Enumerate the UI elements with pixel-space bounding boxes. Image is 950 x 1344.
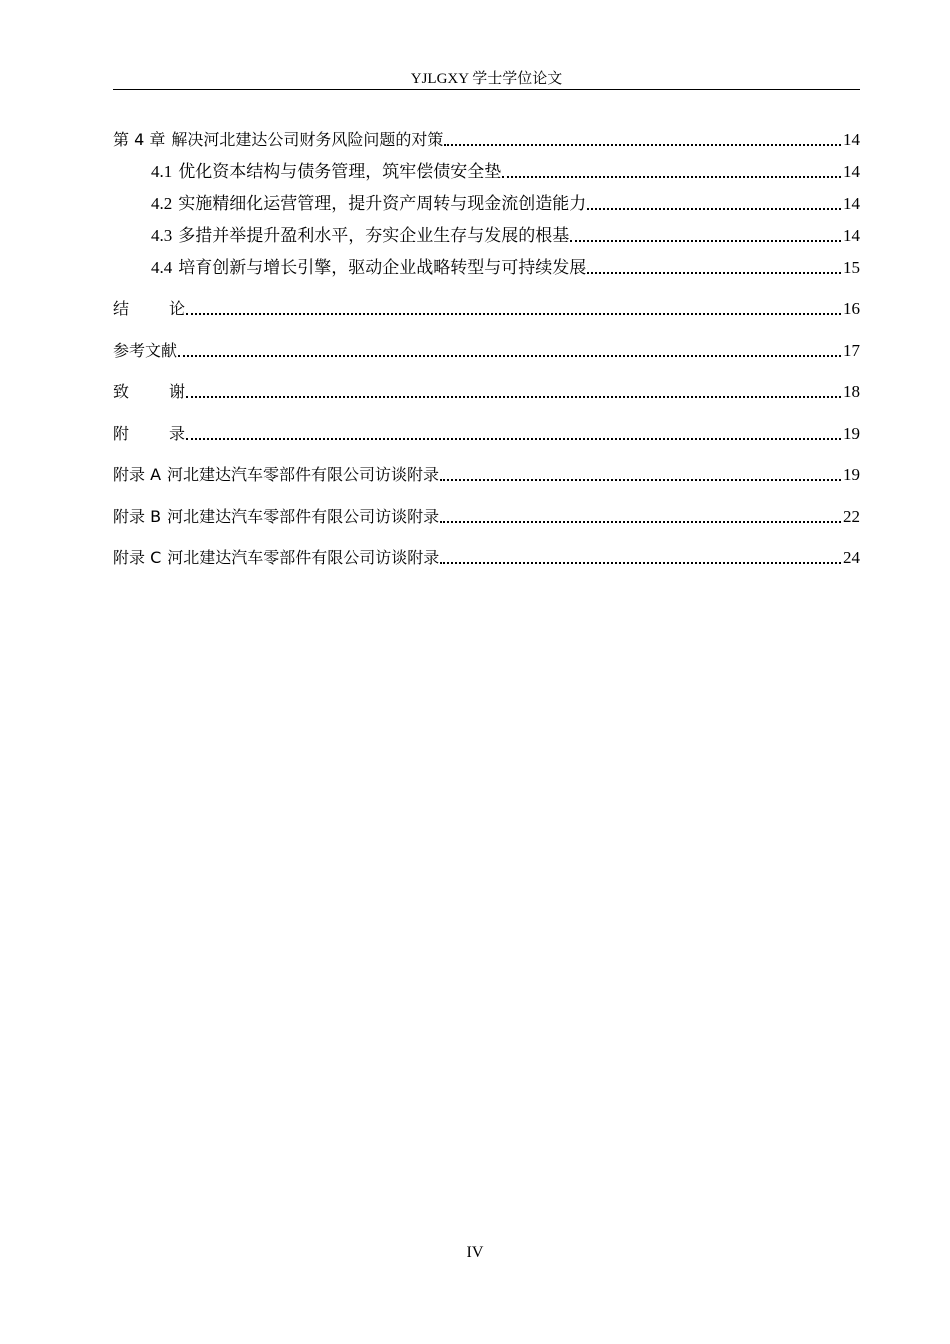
toc-entry-title: 实施精细化运营管理，提升资产周转与现金流创造能力 bbox=[178, 194, 587, 213]
toc-entry-section-4-3[interactable] bbox=[151, 223, 860, 247]
dot-leader bbox=[570, 239, 841, 242]
toc-entry-section-4-4[interactable] bbox=[151, 255, 860, 279]
page-number: IV bbox=[466, 1244, 484, 1261]
page-footer bbox=[0, 1243, 950, 1263]
toc-entry-number: 4.3 bbox=[151, 226, 173, 245]
dot-leader bbox=[186, 395, 841, 398]
toc-entry-title-char-2: 录 bbox=[169, 424, 186, 443]
toc-entry-page: 24 bbox=[843, 548, 860, 567]
toc-entry-number: 附录 A bbox=[113, 465, 162, 484]
toc-entry-acknowledgements[interactable] bbox=[113, 379, 860, 403]
dot-leader bbox=[440, 561, 841, 564]
toc-entry-appendix[interactable] bbox=[113, 421, 860, 445]
toc-entry-number: 第 4 章 bbox=[113, 130, 166, 149]
toc-entry-number: 附录 B bbox=[113, 507, 162, 526]
toc-entry-section-4-1[interactable] bbox=[151, 159, 860, 183]
toc-entry-section-4-2[interactable] bbox=[151, 191, 860, 215]
dot-leader bbox=[178, 354, 841, 357]
toc-entry-title-char-2: 论 bbox=[169, 299, 186, 318]
toc-entry-page: 14 bbox=[843, 194, 860, 213]
toc-entry-title: 河北建达汽车零部件有限公司访谈附录 bbox=[167, 548, 440, 567]
header-title: YJLGXY 学士学位论文 bbox=[410, 71, 563, 87]
toc-entry-title: 河北建达汽车零部件有限公司访谈附录 bbox=[167, 507, 440, 526]
dot-leader bbox=[440, 520, 841, 523]
toc-entry-number: 4.4 bbox=[151, 258, 173, 277]
toc-entry-appendix-b[interactable] bbox=[113, 504, 860, 528]
toc-entry-page: 14 bbox=[843, 162, 860, 181]
toc-entry-page: 22 bbox=[843, 507, 860, 526]
dot-leader bbox=[587, 271, 841, 274]
dot-leader bbox=[502, 175, 841, 178]
dot-leader bbox=[186, 437, 841, 440]
toc-entry-title: 参考文献 bbox=[113, 341, 178, 360]
table-of-contents bbox=[113, 0, 860, 1344]
toc-entry-conclusion[interactable] bbox=[113, 296, 860, 320]
toc-entry-chapter-4[interactable] bbox=[113, 127, 860, 151]
toc-entry-number: 附录 C bbox=[113, 548, 162, 567]
toc-entry-title-char-1: 结 bbox=[113, 299, 130, 318]
toc-entry-appendix-a[interactable] bbox=[113, 462, 860, 486]
toc-entry-page: 15 bbox=[843, 258, 860, 277]
toc-entry-title-char-1: 附 bbox=[113, 424, 130, 443]
dot-leader bbox=[440, 478, 841, 481]
toc-entry-title: 河北建达汽车零部件有限公司访谈附录 bbox=[167, 465, 440, 484]
dot-leader bbox=[587, 207, 841, 210]
toc-entry-page: 16 bbox=[843, 299, 860, 318]
toc-entry-page: 14 bbox=[843, 226, 860, 245]
toc-entry-title: 培育创新与增长引擎，驱动企业战略转型与可持续发展 bbox=[178, 258, 587, 277]
toc-entry-title: 解决河北建达公司财务风险问题的对策 bbox=[171, 130, 444, 149]
toc-entry-page: 18 bbox=[843, 382, 860, 401]
toc-entry-number: 4.1 bbox=[151, 162, 173, 181]
toc-entry-appendix-c[interactable] bbox=[113, 545, 860, 569]
toc-entry-title: 多措并举提升盈利水平，夯实企业生存与发展的根基 bbox=[178, 226, 570, 245]
toc-entry-references[interactable] bbox=[113, 338, 860, 362]
toc-entry-number: 4.2 bbox=[151, 194, 173, 213]
toc-entry-page: 19 bbox=[843, 424, 860, 443]
toc-entry-page: 19 bbox=[843, 465, 860, 484]
toc-entry-page: 14 bbox=[843, 130, 860, 149]
toc-entry-page: 17 bbox=[843, 341, 860, 360]
toc-entry-title-char-1: 致 bbox=[113, 382, 130, 401]
toc-entry-title-char-2: 谢 bbox=[169, 382, 186, 401]
dot-leader bbox=[186, 312, 841, 315]
toc-entry-title: 优化资本结构与债务管理，筑牢偿债安全垫 bbox=[178, 162, 502, 181]
dot-leader bbox=[444, 143, 841, 146]
